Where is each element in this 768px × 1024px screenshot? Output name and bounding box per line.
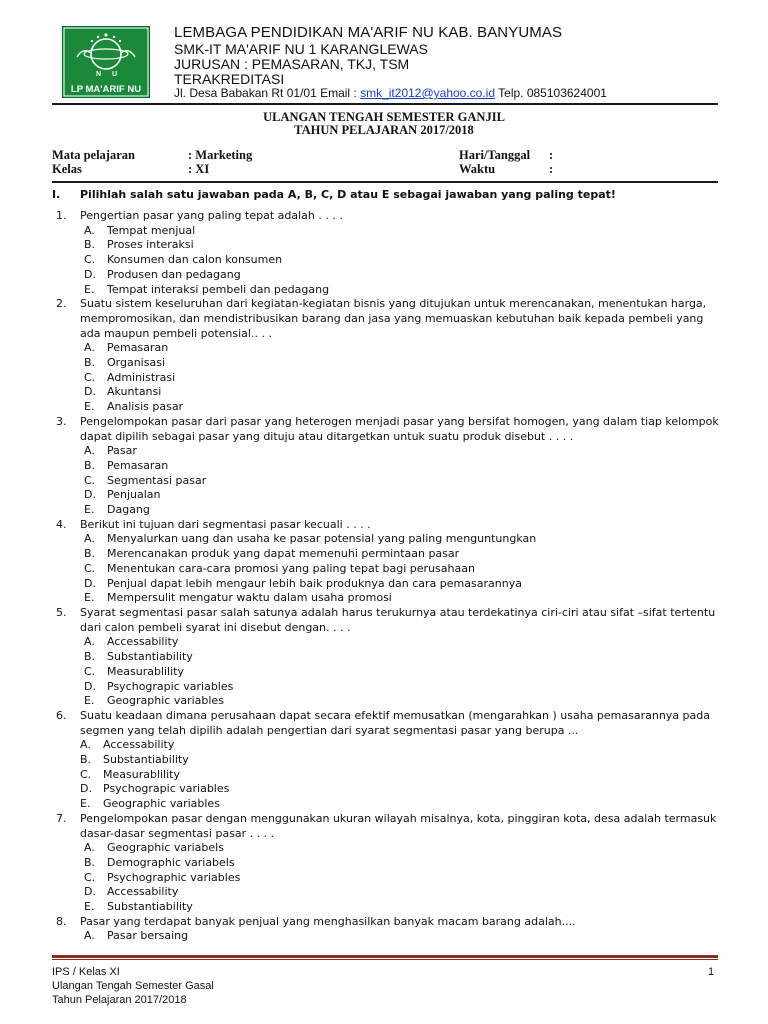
question-text: Berikut ini tujuan dari segmentasi pasar kecuali . . . . (80, 517, 371, 531)
option-text: Measurablility (103, 767, 180, 781)
question-item (0, 297, 768, 415)
option-letter: E. (84, 900, 95, 914)
option-text: Produsen dan pedagang (107, 267, 241, 281)
date-label: Hari/Tanggal (459, 148, 531, 162)
section-instruction: Pilihlah salah satu jawaban pada A, B, C, D atau E sebagai jawaban yang paling tepat! (80, 188, 616, 201)
option-letter: D. (84, 679, 96, 693)
question-stem (0, 709, 768, 738)
accreditation: TERAKREDITASI (174, 71, 285, 87)
answer-option (0, 929, 768, 944)
date-value: : (549, 148, 554, 162)
option-letter: C. (84, 370, 96, 384)
answer-option (0, 871, 768, 886)
option-letter: E. (84, 282, 95, 296)
answer-option (0, 768, 768, 783)
question-number: 3. (56, 414, 67, 428)
option-text: Demographic variabels (107, 855, 235, 869)
question-stem (0, 209, 768, 224)
answer-option (0, 841, 768, 856)
footer-year: Tahun Pelajaran 2017/2018 (52, 994, 187, 1006)
option-letter: B. (84, 238, 96, 252)
answer-option (0, 591, 768, 606)
option-letter: E. (84, 400, 95, 414)
subject-value: : Marketing (188, 148, 253, 162)
answer-option (0, 547, 768, 562)
question-number: 2. (56, 297, 67, 311)
answer-option (0, 665, 768, 680)
logo-caption: LP MA'ARIF NU (70, 84, 142, 95)
question-stem (0, 518, 768, 533)
question-number: 7. (56, 811, 67, 825)
option-letter: B. (80, 753, 92, 767)
option-letter: A. (84, 929, 95, 943)
class-value: : XI (188, 162, 210, 176)
answer-option (0, 503, 768, 518)
option-text: Tempat interaksi pembeli dan pedagang (107, 282, 330, 296)
option-letter: E. (80, 797, 91, 811)
option-text: Dagang (107, 503, 150, 517)
answer-option (0, 268, 768, 283)
question-text: Pengelompokan pasar dengan menggunakan ukuran wilayah misalnya, kota, pinggiran kota, desa adalah termasuk dasar-dasar segmentasi pasar . . . . (80, 811, 717, 840)
answer-option (0, 341, 768, 356)
option-text: Merencanakan produk yang dapat memenuhi permintaan pasar (107, 547, 460, 561)
answer-option (0, 238, 768, 253)
question-list (0, 209, 768, 944)
answer-option (0, 680, 768, 695)
option-text: Substantiability (103, 753, 189, 767)
option-text: Proses interaksi (107, 238, 194, 252)
option-text: Substantiability (107, 900, 193, 914)
school-logo (62, 26, 150, 98)
question-text: Syarat segmentasi pasar salah satunya adalah harus terukurnya atau terdekatinya ciri-ciri atau sifat –sifat tertentu dari calon pembeli syarat ini disebut dengan. . . . (80, 605, 716, 634)
option-text: Organisasi (107, 356, 165, 370)
option-letter: B. (84, 458, 96, 472)
option-letter: A. (84, 223, 95, 237)
question-item (0, 518, 768, 606)
exam-title: ULANGAN TENGAH SEMESTER GANJIL (263, 110, 505, 124)
question-number: 6. (56, 708, 67, 722)
answer-option (0, 444, 768, 459)
option-letter: B. (84, 547, 96, 561)
phone: Telp. 085103624001 (495, 86, 607, 100)
option-letter: A. (84, 341, 95, 355)
answer-option (0, 650, 768, 665)
option-text: Pemasaran (107, 341, 169, 355)
question-number: 4. (56, 517, 67, 531)
header-divider (52, 103, 718, 105)
option-text: Pemasaran (107, 458, 169, 472)
contact-line (174, 86, 607, 100)
option-text: Akuntansi (107, 385, 162, 399)
question-item (0, 915, 768, 944)
answer-option (0, 459, 768, 474)
question-item (0, 606, 768, 709)
option-letter: C. (80, 767, 92, 781)
answer-option (0, 782, 768, 797)
question-item (0, 209, 768, 297)
option-text: Penjualan (107, 488, 161, 502)
answer-option (0, 885, 768, 900)
institution-name: LEMBAGA PENDIDIKAN MA'ARIF NU KAB. BANYUMAS (174, 24, 563, 41)
question-text: Pengertian pasar yang paling tepat adalah . . . . (80, 209, 343, 222)
answer-option (0, 532, 768, 547)
option-letter: C. (84, 561, 96, 575)
question-stem (0, 415, 768, 444)
answer-option (0, 635, 768, 650)
option-text: Analisis pasar (107, 400, 184, 414)
class-label: Kelas (52, 162, 82, 176)
option-text: Menyalurkan uang dan usaha ke pasar potensial yang paling menguntungkan (107, 532, 537, 546)
answer-option (0, 856, 768, 871)
option-letter: C. (84, 664, 96, 678)
option-letter: D. (84, 576, 96, 590)
option-letter: E. (84, 503, 95, 517)
question-text: Pengelompokan pasar dari pasar yang heterogen menjadi pasar yang bersifat homogen, yang dalam tiap kelompok dapat dipilih sebagai pasar yang dituju atau ditargetkan untuk suatu produk disebut . . . . (80, 414, 719, 443)
answer-option (0, 797, 768, 812)
footer-divider-thin (52, 959, 718, 960)
answer-option (0, 900, 768, 915)
answer-option (0, 356, 768, 371)
option-letter: B. (84, 855, 96, 869)
option-text: Geographic variabels (107, 841, 224, 855)
option-text: Psychographic variables (107, 870, 241, 884)
option-text: Tempat menjual (107, 223, 196, 237)
option-letter: D. (84, 385, 96, 399)
option-text: Administrasi (107, 370, 176, 384)
section-number: I. (52, 188, 61, 201)
answer-option (0, 577, 768, 592)
question-text: Suatu sistem keseluruhan dari kegiatan-kegiatan bisnis yang ditujukan untuk merencanakan, menentukan harga, mempromosikan, dan mendistribusikan barang dan jasa yang memuaskan kebutuhan baik kepada pembeli yang ada maupun pembeli potensial.. . . (80, 297, 707, 340)
school-name: SMK-IT MA'ARIF NU 1 KARANGLEWAS (174, 41, 428, 57)
option-letter: B. (84, 356, 96, 370)
question-item (0, 812, 768, 915)
option-letter: A. (80, 738, 91, 752)
option-text: Segmentasi pasar (107, 473, 207, 487)
svg-text:U: U (112, 71, 118, 78)
option-text: Substantiability (107, 650, 193, 664)
question-number: 1. (56, 209, 67, 222)
academic-year: TAHUN PELAJARAN 2017/2018 (294, 123, 474, 137)
option-letter: C. (84, 870, 96, 884)
option-text: Geographic variables (107, 694, 224, 708)
option-letter: A. (84, 635, 95, 649)
option-text: Mempersulit mengatur waktu dalam usaha promosi (107, 591, 392, 605)
answer-option (0, 224, 768, 239)
option-text: Pasar (107, 444, 137, 458)
option-letter: D. (84, 885, 96, 899)
answer-option (0, 474, 768, 489)
answer-option (0, 400, 768, 415)
svg-text:N: N (96, 71, 102, 78)
option-text: Penjual dapat lebih mengaur lebih baik produknya dan cara pemasarannya (107, 576, 522, 590)
option-text: Accessability (103, 738, 175, 752)
answer-option (0, 738, 768, 753)
option-letter: A. (84, 532, 95, 546)
option-text: Measurablility (107, 664, 184, 678)
option-text: Psychograpic variables (103, 782, 230, 796)
option-letter: C. (84, 473, 96, 487)
question-item (0, 415, 768, 518)
answer-option (0, 283, 768, 298)
option-text: Konsumen dan calon konsumen (107, 253, 283, 267)
option-letter: D. (80, 782, 92, 796)
answer-option (0, 385, 768, 400)
option-text: Menentukan cara-cara promosi yang paling tepat bagi perusahaan (107, 561, 475, 575)
option-letter: D. (84, 488, 96, 502)
letterhead (0, 0, 768, 108)
question-text: Suatu keadaan dimana perusahaan dapat secara efektif memusatkan (mengarahkan ) usaha pemasarannya pada segmen yang telah dipilih adalah pengertian dari syarat segmentasi pasar yang berupa ... (80, 708, 711, 737)
email-link[interactable]: smk_it2012@yahoo.co.id (360, 86, 496, 100)
option-text: Psychograpic variables (107, 679, 234, 693)
answer-option (0, 562, 768, 577)
option-letter: B. (84, 650, 96, 664)
address: Jl. Desa Babakan Rt 01/01 Email : (174, 86, 361, 100)
subject-label: Mata pelajaran (52, 148, 135, 162)
departments: JURUSAN : PEMASARAN, TKJ, TSM (174, 56, 410, 72)
option-letter: A. (84, 841, 95, 855)
option-text: Pasar bersaing (107, 929, 189, 943)
option-letter: C. (84, 253, 96, 267)
question-item (0, 709, 768, 812)
option-text: Accessability (107, 885, 179, 899)
answer-option (0, 694, 768, 709)
section-heading (52, 188, 616, 201)
question-text: Pasar yang terdapat banyak penjual yang menghasilkan banyak macam barang adalah.... (80, 914, 576, 928)
option-letter: A. (84, 444, 95, 458)
option-text: Accessability (107, 635, 179, 649)
footer-divider (52, 955, 718, 958)
page-number: 1 (708, 966, 715, 978)
option-letter: D. (84, 267, 96, 281)
footer-class: IPS / Kelas XI (52, 966, 120, 978)
option-text: Geographic variables (103, 797, 220, 811)
question-number: 5. (56, 605, 67, 619)
question-stem (0, 812, 768, 841)
question-stem (0, 915, 768, 930)
answer-option (0, 253, 768, 268)
option-letter: E. (84, 591, 95, 605)
question-stem (0, 606, 768, 635)
footer-exam: Ulangan Tengah Semester Gasal (52, 980, 214, 992)
answer-option (0, 371, 768, 386)
answer-option (0, 488, 768, 503)
question-stem (0, 297, 768, 341)
time-value: : (549, 162, 554, 176)
question-number: 8. (56, 914, 67, 928)
meta-divider (52, 181, 718, 183)
time-label: Waktu (459, 162, 496, 176)
option-letter: E. (84, 694, 95, 708)
answer-option (0, 753, 768, 768)
